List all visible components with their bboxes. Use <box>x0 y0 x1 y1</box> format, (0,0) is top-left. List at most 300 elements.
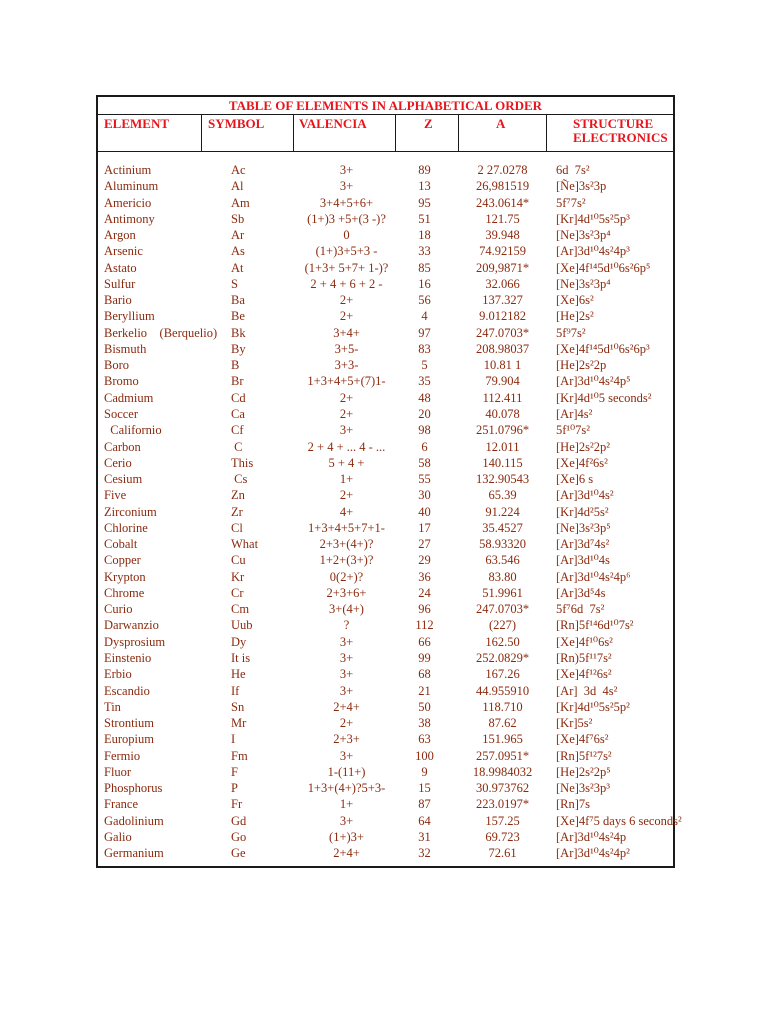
element-electron-structure: [Xe]4f⁷6s² <box>556 732 609 747</box>
element-symbol: This <box>231 455 254 470</box>
element-atomic-mass: 132.90543 <box>475 472 530 487</box>
element-name: Escandio <box>104 683 150 698</box>
element-electron-structure: [He]2s²2p² <box>556 439 611 454</box>
element-valencia: 2+4+ <box>333 699 360 714</box>
element-symbol: Ba <box>231 293 245 308</box>
table-row <box>98 552 673 568</box>
element-atomic-number: 66 <box>418 634 431 649</box>
element-electron-structure: [Ñe]3s²3p <box>556 179 607 194</box>
table-row <box>98 780 673 796</box>
table-row <box>98 260 673 276</box>
element-name: Cadmium <box>104 390 154 405</box>
element-atomic-mass: 51.9961 <box>482 585 523 600</box>
element-symbol: Dy <box>231 634 247 649</box>
element-electron-structure: [Kr]4d¹⁰5s²5p³ <box>556 211 630 226</box>
element-symbol: Cs <box>231 472 248 487</box>
element-electron-structure: 5f⁹7s² <box>556 325 586 340</box>
element-electron-structure: [Ne]3s²3p⁵ <box>556 520 611 535</box>
element-electron-structure: [He]2s²2p⁵ <box>556 764 611 779</box>
element-atomic-mass: 118.710 <box>482 699 523 714</box>
element-valencia: (1+)3 +5+(3 -)? <box>307 211 386 226</box>
element-valencia: 3+(4+) <box>329 602 364 617</box>
element-atomic-mass: 30.973762 <box>475 781 530 796</box>
element-atomic-mass: 83.80 <box>488 569 517 584</box>
header-structure-line2: ELECTRONICS <box>573 130 668 145</box>
element-electron-structure: [Rn]5f¹⁴6d¹⁰7s² <box>556 618 634 633</box>
element-valencia: 2+3+(4+)? <box>319 537 374 552</box>
column-divider <box>293 114 294 151</box>
element-atomic-mass: 12.011 <box>485 439 520 454</box>
element-name: Erbio <box>104 667 132 682</box>
element-atomic-mass: 40.078 <box>485 406 520 421</box>
element-atomic-mass: 208.98037 <box>475 341 530 356</box>
element-symbol: Ca <box>231 406 245 421</box>
element-valencia: ? <box>343 618 350 633</box>
element-name: Tin <box>104 699 121 714</box>
element-electron-structure: [He]2s² <box>556 309 594 324</box>
element-valencia: 3+ <box>339 650 354 665</box>
element-name: Chlorine <box>104 520 148 535</box>
element-atomic-number: 24 <box>418 585 431 600</box>
element-valencia: 2+ <box>339 390 354 405</box>
element-symbol: Br <box>231 374 244 389</box>
element-electron-structure: [Kr]4d¹⁰5s²5p² <box>556 699 630 714</box>
element-atomic-number: 97 <box>418 325 431 340</box>
element-valencia: 3+ <box>339 813 354 828</box>
element-electron-structure: [Ar]3d⁷4s² <box>556 537 610 552</box>
element-atomic-mass: 121.75 <box>485 211 520 226</box>
element-electron-structure: [Kr]4d²5s² <box>556 504 609 519</box>
element-atomic-mass: 151.965 <box>482 732 523 747</box>
element-valencia: 1-(11+) <box>327 764 366 779</box>
element-symbol: As <box>231 244 245 259</box>
element-atomic-number: 95 <box>418 195 431 210</box>
element-symbol: Ge <box>231 846 246 861</box>
table-row <box>98 536 673 552</box>
element-atomic-number: 30 <box>418 488 431 503</box>
table-row <box>98 162 673 178</box>
table-row <box>98 211 673 227</box>
element-electron-structure: [Rn)5f¹¹7s² <box>556 650 612 665</box>
element-electron-structure: [Ne]3s²3p³ <box>556 781 611 796</box>
element-name: Boro <box>104 358 129 373</box>
element-atomic-number: 35 <box>418 374 431 389</box>
element-atomic-mass: 39.948 <box>485 228 520 243</box>
element-symbol: Ac <box>231 163 246 177</box>
element-atomic-mass: 247.0703* <box>475 602 530 617</box>
element-name: Sulfur <box>104 276 136 291</box>
element-atomic-mass: 69.723 <box>485 829 520 844</box>
table-row <box>98 276 673 292</box>
element-atomic-number: 15 <box>418 781 431 796</box>
table-row <box>98 292 673 308</box>
element-atomic-mass: 65.39 <box>488 488 517 503</box>
table-row <box>98 666 673 682</box>
element-symbol: If <box>231 683 240 698</box>
element-atomic-number: 9 <box>421 764 428 779</box>
element-valencia: 2+ <box>339 488 354 503</box>
element-atomic-mass: 209,9871* <box>475 260 530 275</box>
element-name: Darwanzio <box>104 618 159 633</box>
element-atomic-mass: 162.50 <box>485 634 520 649</box>
table-row <box>98 243 673 259</box>
element-atomic-mass: 2 27.0278 <box>477 163 528 177</box>
element-atomic-mass: 251.0796* <box>475 423 530 438</box>
element-name: Chrome <box>104 585 145 600</box>
element-atomic-number: 98 <box>418 423 431 438</box>
element-name: Soccer <box>104 406 139 421</box>
element-valencia: 3+ <box>339 634 354 649</box>
table-row <box>98 227 673 243</box>
element-valencia: 5 + 4 + <box>328 455 365 470</box>
element-valencia: 2+ <box>339 309 354 324</box>
element-atomic-mass: 257.0951* <box>475 748 530 763</box>
element-name: Astato <box>104 260 137 275</box>
element-electron-structure: [Xe]6s² <box>556 293 594 308</box>
element-atomic-mass: 35.4527 <box>482 520 523 535</box>
element-valencia: 1+ <box>339 472 354 487</box>
element-valencia: 2+3+ <box>333 732 360 747</box>
table-row <box>98 699 673 715</box>
element-symbol: Uub <box>231 618 253 633</box>
element-atomic-number: 85 <box>418 260 431 275</box>
element-valencia: 1+3+4+5+7+1- <box>308 520 385 535</box>
element-name: Germanium <box>104 846 164 861</box>
header-a: A <box>496 116 506 131</box>
element-atomic-number: 83 <box>418 341 431 356</box>
element-symbol: Mr <box>231 716 247 731</box>
element-valencia: 0 <box>343 228 350 243</box>
element-atomic-mass: 137.327 <box>482 293 523 308</box>
table-row <box>98 585 673 601</box>
element-name: Cobalt <box>104 537 138 552</box>
elements-table <box>96 95 682 868</box>
element-name: Zirconium <box>104 504 157 519</box>
element-electron-structure: [Ar]3d¹⁰4s²4p⁶ <box>556 569 631 584</box>
element-symbol: Sn <box>231 699 245 714</box>
element-symbol: Cm <box>231 602 250 617</box>
element-symbol: Ar <box>231 228 245 243</box>
header-structure <box>573 114 668 151</box>
element-valencia: 3+5- <box>334 341 359 356</box>
element-atomic-number: 18 <box>418 228 431 243</box>
table-row <box>98 634 673 650</box>
element-atomic-mass: 140.115 <box>482 455 523 470</box>
element-name: Bismuth <box>104 341 147 356</box>
table-row <box>98 390 673 406</box>
element-symbol: At <box>231 260 244 275</box>
element-atomic-number: 13 <box>418 179 431 194</box>
table-row <box>98 439 673 455</box>
element-electron-structure: 5f⁷6d 7s² <box>556 602 605 617</box>
element-electron-structure: [Ne]3s²3p⁴ <box>556 276 611 291</box>
element-valencia: 4+ <box>339 504 354 519</box>
element-atomic-number: 17 <box>418 520 431 535</box>
element-atomic-number: 20 <box>418 406 431 421</box>
element-atomic-mass: 91.224 <box>485 504 520 519</box>
element-symbol: Be <box>231 309 245 324</box>
element-valencia: 3+ <box>339 423 354 438</box>
element-electron-structure: [Ar]3d¹⁰4s <box>556 553 610 568</box>
element-electron-structure: [Kr]4d¹⁰5 seconds² <box>556 390 652 405</box>
element-symbol: Fr <box>231 797 243 812</box>
element-symbol: Al <box>231 179 244 194</box>
element-atomic-number: 51 <box>418 211 431 226</box>
element-atomic-number: 21 <box>418 683 431 698</box>
element-atomic-mass: 44.955910 <box>475 683 530 698</box>
table-row <box>98 487 673 503</box>
element-symbol: Am <box>231 195 250 210</box>
element-name: Phosphorus <box>104 781 163 796</box>
element-name: Americio <box>104 195 152 210</box>
element-symbol: Sb <box>231 211 245 226</box>
table-row <box>98 845 673 861</box>
element-atomic-mass: 32.066 <box>485 276 520 291</box>
element-electron-structure: 5f⁷7s² <box>556 195 586 210</box>
element-atomic-number: 112 <box>415 618 434 633</box>
element-valencia: 3+ <box>339 748 354 763</box>
element-electron-structure: [Xe]6 s <box>556 472 594 487</box>
element-atomic-number: 55 <box>418 472 431 487</box>
element-electron-structure: [Xe]4f¹⁴5d¹⁰6s²6p³ <box>556 341 650 356</box>
header-element: ELEMENT <box>104 116 170 131</box>
column-divider <box>458 114 459 151</box>
element-valencia: 2+ <box>339 406 354 421</box>
element-atomic-mass: 79.904 <box>485 374 520 389</box>
element-name: Copper <box>104 553 141 568</box>
element-atomic-number: 16 <box>418 276 431 291</box>
element-electron-structure: 5f¹⁰7s² <box>556 423 591 438</box>
element-name: Actinium <box>104 163 152 177</box>
element-atomic-mass: 63.546 <box>485 553 520 568</box>
column-divider <box>546 114 547 151</box>
table-row <box>98 325 673 341</box>
element-electron-structure: [Ar] 3d 4s² <box>556 683 618 698</box>
element-symbol: Zr <box>231 504 243 519</box>
element-symbol: Gd <box>231 813 247 828</box>
element-atomic-number: 38 <box>418 716 431 731</box>
element-symbol: F <box>231 764 238 779</box>
element-valencia: 1+2+(3+)? <box>319 553 374 568</box>
element-symbol: Go <box>231 829 247 844</box>
element-valencia: 3+3- <box>334 358 359 373</box>
table-row <box>98 406 673 422</box>
element-symbol: Fm <box>231 748 248 763</box>
element-atomic-mass: 72.61 <box>488 846 517 861</box>
element-name: Gadolinium <box>104 813 164 828</box>
element-symbol: Cf <box>231 423 244 438</box>
table-row <box>98 683 673 699</box>
element-atomic-mass: 243.0614* <box>475 195 530 210</box>
element-valencia: (1+)3+ <box>329 829 364 844</box>
element-valencia: 3+ <box>339 667 354 682</box>
table-row <box>98 796 673 812</box>
table-row <box>98 504 673 520</box>
element-electron-structure: [Ar]3d¹⁰4s²4p³ <box>556 244 630 259</box>
element-name: Fluor <box>104 764 132 779</box>
element-name: Aluminum <box>104 179 159 194</box>
element-valencia: 3+4+ <box>333 325 360 340</box>
table-row <box>98 617 673 633</box>
table-row <box>98 569 673 585</box>
table-row <box>98 341 673 357</box>
table-title: TABLE OF ELEMENTS IN ALPHABETICAL ORDER <box>98 97 673 115</box>
element-valencia: 1+ <box>339 797 354 812</box>
element-name: Bario <box>104 293 132 308</box>
element-atomic-number: 6 <box>421 439 428 454</box>
element-atomic-number: 40 <box>418 504 431 519</box>
element-atomic-mass: 58.93320 <box>479 537 526 552</box>
element-atomic-number: 32 <box>418 846 431 861</box>
element-atomic-number: 87 <box>418 797 431 812</box>
column-divider <box>201 114 202 151</box>
element-valencia: 3+4+5+6+ <box>319 195 374 210</box>
table-row <box>98 829 673 845</box>
element-atomic-mass: 247.0703* <box>475 325 530 340</box>
element-atomic-number: 63 <box>418 732 431 747</box>
header-symbol: SYMBOL <box>208 116 265 131</box>
element-name: Beryllium <box>104 309 155 324</box>
element-symbol: S <box>231 276 238 291</box>
element-electron-structure: [Ar]3d¹⁰4s²4p⁵ <box>556 374 631 389</box>
element-valencia: (1+3+ 5+7+ 1-)? <box>304 260 389 275</box>
element-atomic-number: 5 <box>421 358 428 373</box>
element-name: Europium <box>104 732 154 747</box>
element-valencia: 0(2+)? <box>329 569 364 584</box>
element-electron-structure: [Xe]4f¹⁰6s² <box>556 634 613 649</box>
column-divider <box>395 114 396 151</box>
element-atomic-mass: 167.26 <box>485 667 520 682</box>
element-electron-structure: [Ar]4s² <box>556 406 593 421</box>
element-symbol: Bk <box>231 325 246 340</box>
element-name: Antimony <box>104 211 155 226</box>
element-valencia: 2 + 4 + 6 + 2 - <box>310 276 383 291</box>
table-row <box>98 601 673 617</box>
element-name: Einstenio <box>104 650 152 665</box>
table-row <box>98 715 673 731</box>
element-atomic-number: 68 <box>418 667 431 682</box>
element-electron-structure: [Kr]5s² <box>556 716 593 731</box>
element-atomic-number: 56 <box>418 293 431 308</box>
element-symbol: C <box>231 439 243 454</box>
element-name: Argon <box>104 228 136 243</box>
element-electron-structure: [Xe]4f¹⁴5d¹⁰6s²6p⁵ <box>556 260 651 275</box>
table-row <box>98 178 673 194</box>
element-symbol: Cr <box>231 585 244 600</box>
element-atomic-mass: 10.81 1 <box>483 358 522 373</box>
element-atomic-mass: 9.012182 <box>479 309 526 324</box>
element-name: Galio <box>104 829 132 844</box>
element-valencia: 2+ <box>339 716 354 731</box>
table-body <box>98 162 682 861</box>
element-atomic-number: 64 <box>418 813 431 828</box>
element-name: Dysprosium <box>104 634 166 649</box>
element-name: Curio <box>104 602 133 617</box>
element-symbol: Cl <box>231 520 243 535</box>
table-row <box>98 422 673 438</box>
element-name: Fermio <box>104 748 141 763</box>
table-row <box>98 813 682 829</box>
table-row <box>98 764 673 780</box>
element-valencia: 3+ <box>339 179 354 194</box>
element-electron-structure: [Xe]4f²6s² <box>556 455 608 470</box>
element-atomic-number: 4 <box>421 309 428 324</box>
element-electron-structure: 6d 7s² <box>556 163 590 177</box>
table-row <box>98 748 673 764</box>
element-valencia: 3+ <box>339 163 354 177</box>
element-symbol: What <box>231 537 259 552</box>
header-z: Z <box>424 116 433 131</box>
element-electron-structure: [Ar]3d⁵4s <box>556 585 606 600</box>
element-atomic-number: 99 <box>418 650 431 665</box>
element-atomic-number: 48 <box>418 390 431 405</box>
table-row <box>98 731 673 747</box>
element-atomic-number: 33 <box>418 244 431 259</box>
element-name: Strontium <box>104 716 155 731</box>
element-name: Bromo <box>104 374 139 389</box>
element-atomic-number: 31 <box>418 829 431 844</box>
element-electron-structure: [Xe]4f⁷5 days 6 seconds² <box>556 813 682 828</box>
element-symbol: Cd <box>231 390 246 405</box>
element-name: Five <box>104 488 127 503</box>
element-symbol: Zn <box>231 488 245 503</box>
table-row <box>98 357 673 373</box>
table-row <box>98 308 673 324</box>
element-atomic-mass: 252.0829* <box>475 650 530 665</box>
element-valencia: (1+)3+5+3 - <box>315 244 378 259</box>
element-symbol: B <box>231 358 240 373</box>
table-row <box>98 650 673 666</box>
element-atomic-mass: 157.25 <box>485 813 520 828</box>
element-electron-structure: [Rn]7s <box>556 797 591 812</box>
element-atomic-mass: 18.9984032 <box>472 764 533 779</box>
element-electron-structure: [Ar]3d¹⁰4s² <box>556 488 614 503</box>
table-row <box>98 373 673 389</box>
header-row <box>98 114 673 152</box>
element-symbol: He <box>231 667 246 682</box>
element-electron-structure: [Rn]5f¹²7s² <box>556 748 612 763</box>
element-atomic-mass: (227) <box>488 618 517 633</box>
element-valencia: 1+3+(4+)?5+3- <box>307 781 386 796</box>
element-atomic-mass: 112.411 <box>482 390 523 405</box>
table-row <box>98 195 673 211</box>
element-name: Berkelio (Berquelio) <box>104 325 218 340</box>
element-symbol: It is <box>231 650 251 665</box>
header-structure-line1: STRUCTURE <box>573 116 654 131</box>
element-name: Cesium <box>104 472 143 487</box>
element-symbol: By <box>231 341 246 356</box>
element-valencia: 2+4+ <box>333 846 360 861</box>
element-symbol: P <box>231 781 238 796</box>
element-name: Cerio <box>104 455 132 470</box>
element-atomic-number: 27 <box>418 537 431 552</box>
element-atomic-mass: 223.0197* <box>475 797 530 812</box>
element-atomic-number: 96 <box>418 602 431 617</box>
element-symbol: Kr <box>231 569 245 584</box>
element-electron-structure: [Xe]4f¹²6s² <box>556 667 612 682</box>
element-valencia: 3+ <box>339 683 354 698</box>
element-symbol: I <box>231 732 236 747</box>
element-atomic-number: 89 <box>418 163 431 177</box>
element-valencia: 2 + 4 + ... 4 - ... <box>307 439 386 454</box>
element-electron-structure: [Ar]3d¹⁰4s²4p² <box>556 846 630 861</box>
table-row <box>98 455 673 471</box>
element-atomic-mass: 87.62 <box>488 716 517 731</box>
table-row <box>98 520 673 536</box>
table-row <box>98 471 673 487</box>
element-atomic-number: 100 <box>415 748 434 763</box>
element-name: France <box>104 797 139 812</box>
